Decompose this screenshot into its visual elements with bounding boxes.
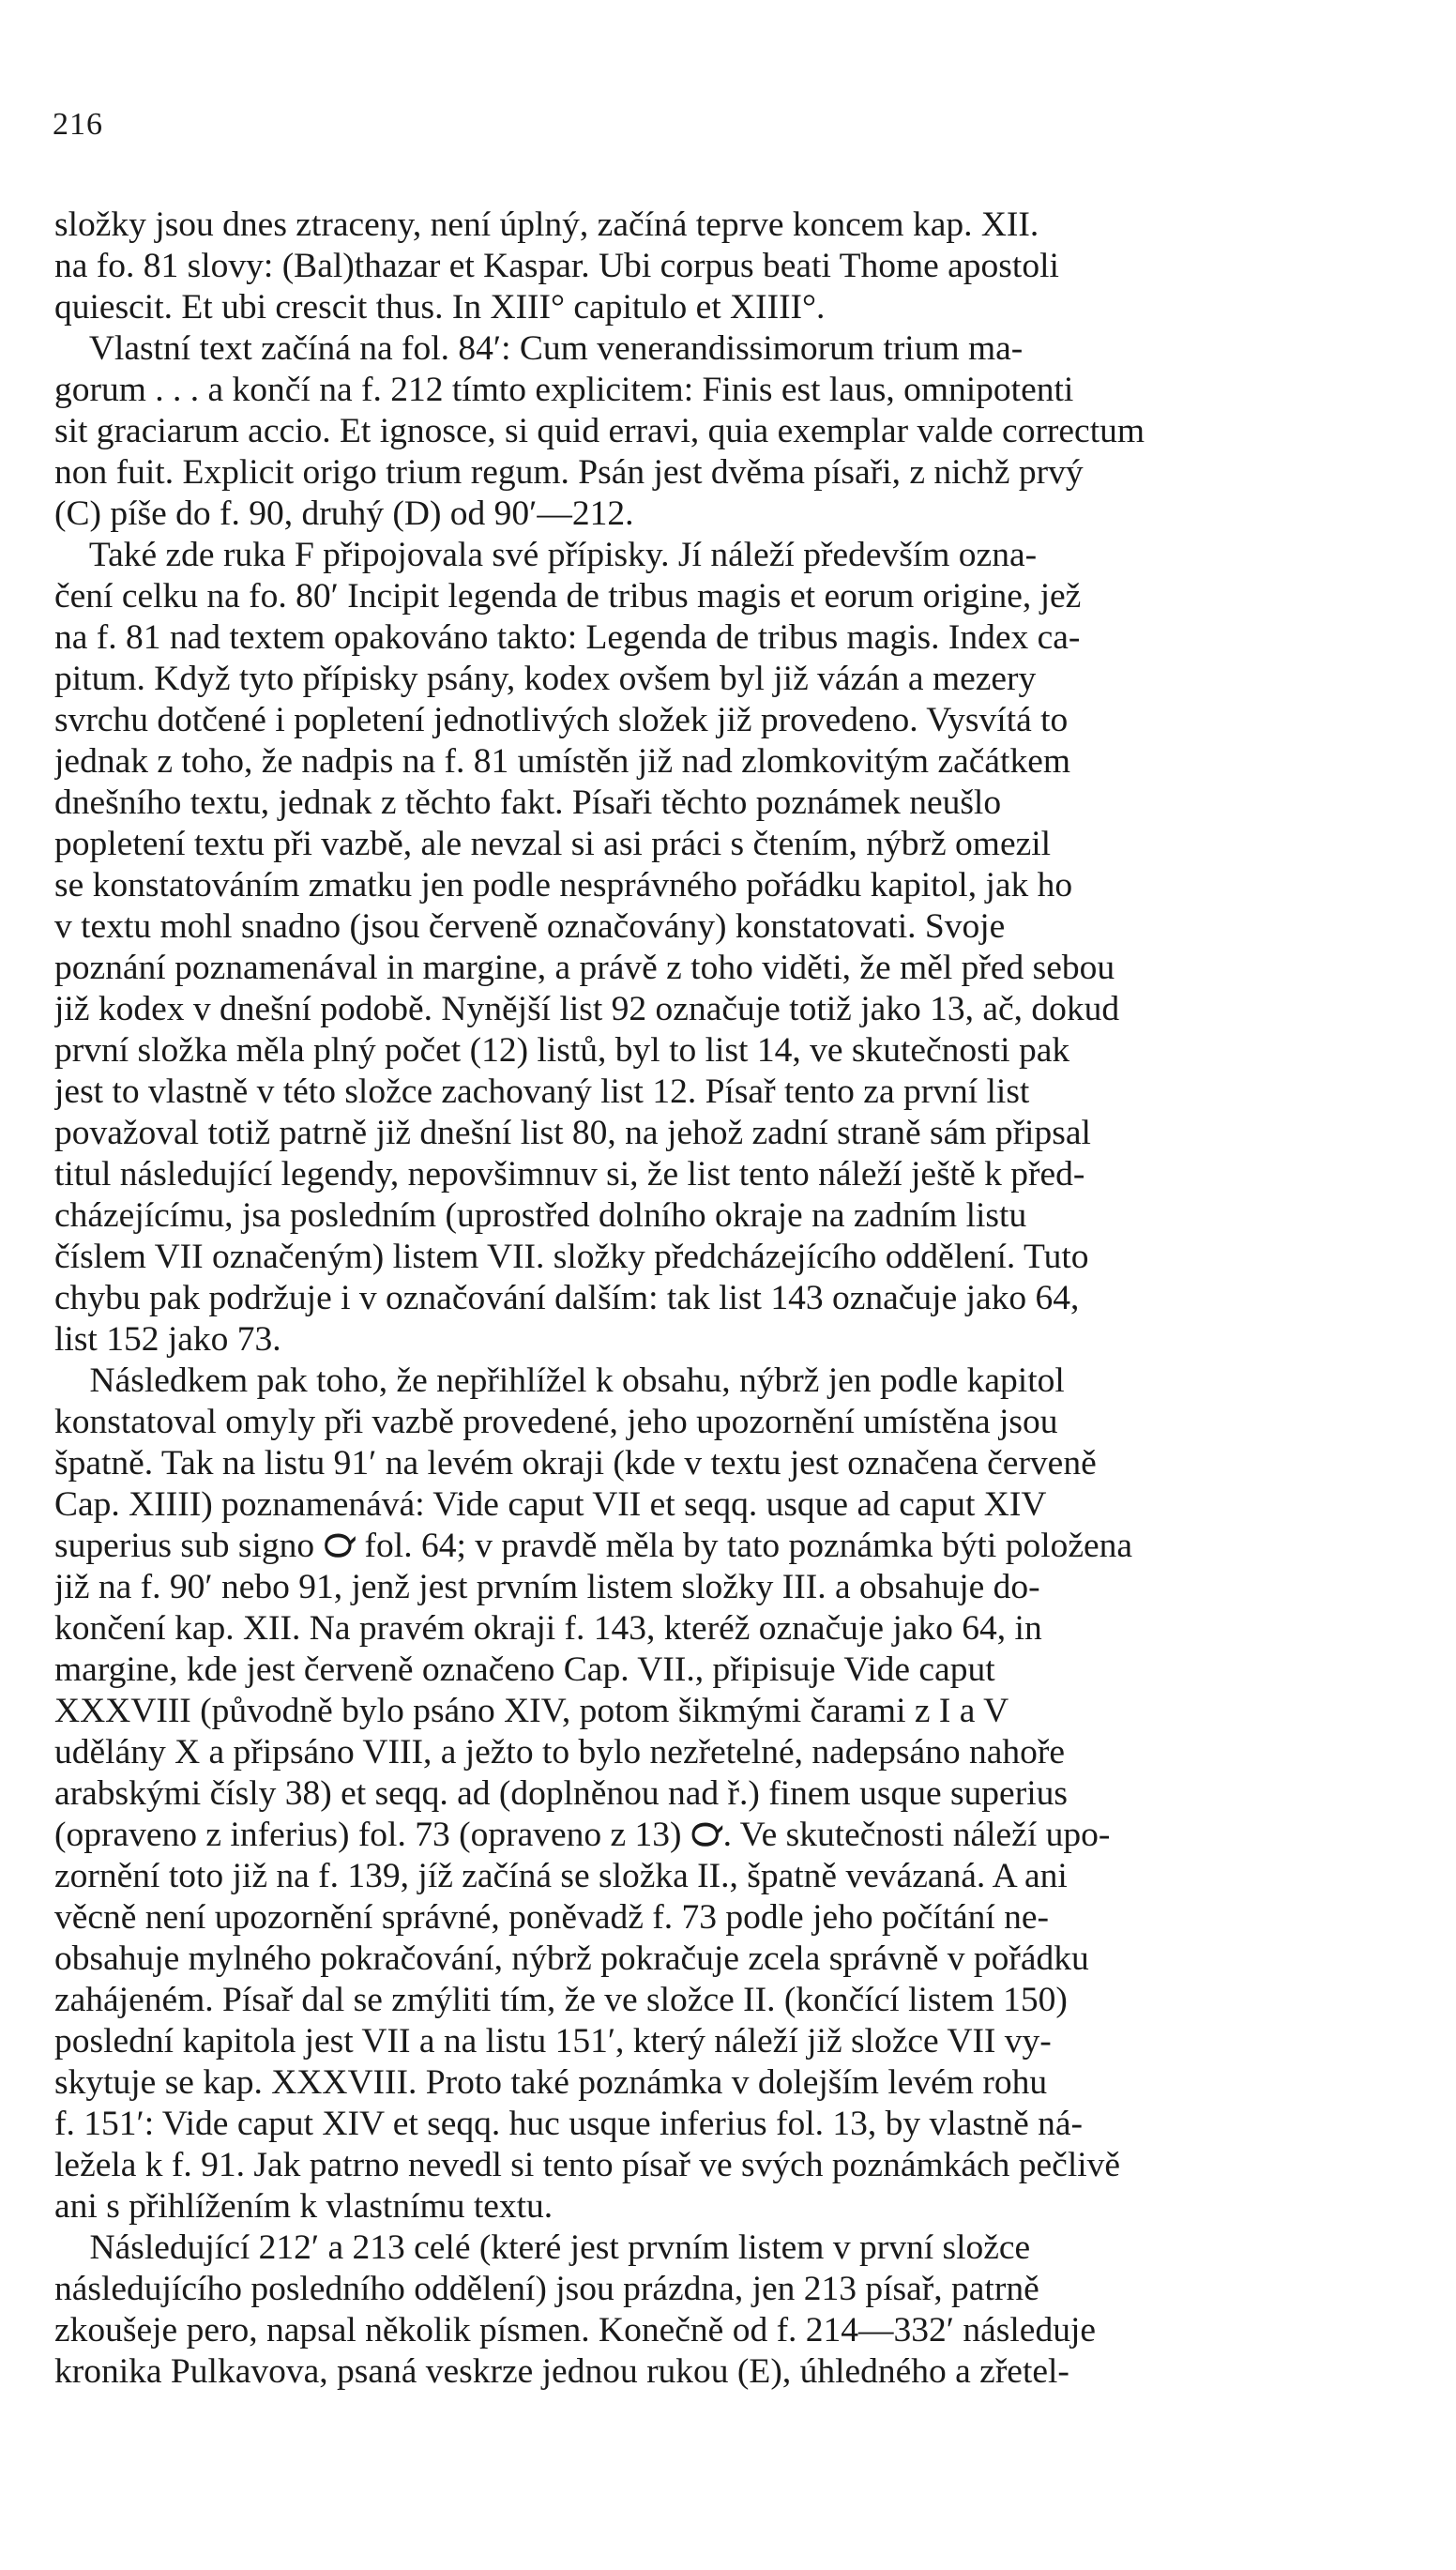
page-number: 216 <box>53 107 103 142</box>
text-line: následujícího posledního oddělení) jsou prázdna, jen 213 písař, patrně <box>54 2270 1039 2308</box>
text-line: číslem VII označeným) listem VII. složky předcházejícího oddělení. Tuto <box>54 1238 1089 1276</box>
text-line: poznání poznamenával in margine, a právě z toho viděti, že měl před sebou <box>54 949 1115 987</box>
text-line: kronika Pulkavova, psaná veskrze jednou rukou (E), úhledného a zřetel- <box>54 2352 1069 2391</box>
text-line: skytuje se kap. XXXVIII. Proto také poznámka v dolejším levém rohu <box>54 2063 1048 2102</box>
text-line: se konstatováním zmatku jen podle nesprávného pořádku kapitol, jak ho <box>54 866 1073 905</box>
text-line: udělány X a připsáno VIII, a ježto to bylo nezřetelné, nadepsáno nahoře <box>54 1733 1066 1772</box>
text-line: první složka měla plný počet (12) listů, byl to list 14, ve skutečnosti pak <box>54 1031 1070 1070</box>
text-line: končení kap. XII. Na pravém okraji f. 143, kteréž označuje jako 64, in <box>54 1609 1042 1648</box>
text-line: Také zde ruka F připojovala své přípisky. Jí náleží především ozna- <box>54 536 1038 574</box>
text-line: zkoušeje pero, napsal několik písmen. Konečně od f. 214—332′ následuje <box>54 2311 1097 2349</box>
text-line: Následující 212′ a 213 celé (které jest prvním listem v první složce <box>54 2228 1031 2267</box>
text-line: jest to vlastně v této složce zachovaný list 12. Písař tento za první list <box>54 1072 1030 1111</box>
text-line: chybu pak podržuje i v označování dalším: tak list 143 označuje jako 64, <box>54 1279 1080 1317</box>
text-line: cházejícímu, jsa posledním (uprostřed dolního okraje na zadním listu <box>54 1196 1027 1235</box>
text-line: v textu mohl snadno (jsou červeně označovány) konstatovati. Svoje <box>54 907 1006 946</box>
text-line: špatně. Tak na listu 91′ na levém okraji (kde v textu jest označena červeně <box>54 1444 1097 1483</box>
text-line: sit graciarum accio. Et ignosce, si quid erravi, quia exemplar valde correctum <box>54 412 1145 450</box>
text-line: ležela k f. 91. Jak patrno nevedl si tento písař ve svých poznámkách pečlivě <box>54 2146 1121 2184</box>
text-line: list 152 jako 73. <box>54 1320 281 1359</box>
text-line: superius sub signo ℺ fol. 64; v pravdě měla by tato poznámka býti položena <box>54 1527 1133 1565</box>
text-line: margine, kde jest červeně označeno Cap. VII., připisuje Vide caput <box>54 1650 995 1689</box>
text-line: gorum . . . a končí na f. 212 tímto explicitem: Finis est laus, omnipotenti <box>54 371 1074 409</box>
text-line: zornění toto již na f. 139, jíž začíná se složka II., špatně vevázaná. A ani <box>54 1857 1068 1895</box>
text-line: titul následující legendy, nepovšimnuv si, že list tento náleží ještě k před- <box>54 1155 1085 1194</box>
text-line: Vlastní text začíná na fol. 84′: Cum venerandissimorum trium ma- <box>54 329 1024 368</box>
text-line: (C) píše do f. 90, druhý (D) od 90′—212. <box>54 494 634 533</box>
text-line: quiescit. Et ubi crescit thus. In XIII° capitulo et XIIII°. <box>54 288 826 327</box>
text-line: arabskými čísly 38) et seqq. ad (doplněnou nad ř.) finem usque superius <box>54 1774 1068 1813</box>
text-line: pitum. Když tyto přípisky psány, kodex ovšem byl již vázán a mezery <box>54 660 1037 698</box>
text-line: f. 151′: Vide caput XIV et seqq. huc usque inferius fol. 13, by vlastně ná- <box>54 2105 1083 2143</box>
text-line: čení celku na fo. 80′ Incipit legenda de tribus magis et eorum origine, jež <box>54 577 1082 616</box>
text-line: poslední kapitola jest VII a na listu 151′, který náleží již složce VII vy- <box>54 2022 1052 2061</box>
text-line: považoval totiž patrně již dnešní list 80, na jehož zadní straně sám připsal <box>54 1114 1091 1152</box>
text-line: jednak z toho, že nadpis na f. 81 umístěn již nad zlomkovitým začátkem <box>54 742 1071 781</box>
text-line: non fuit. Explicit origo trium regum. Psán jest dvěma písaři, z nichž prvý <box>54 453 1084 492</box>
text-line: na f. 81 nad textem opakováno takto: Legenda de tribus magis. Index ca- <box>54 618 1081 657</box>
text-line: Cap. XIIII) poznamenává: Vide caput VII et seqq. usque ad caput XIV <box>54 1485 1047 1524</box>
text-line: na fo. 81 slovy: (Bal)thazar et Kaspar. Ubi corpus beati Thome apostoli <box>54 247 1059 285</box>
text-line: již kodex v dnešní podobě. Nynější list 92 označuje totiž jako 13, ač, dokud <box>54 990 1120 1028</box>
text-line: obsahuje mylného pokračování, nýbrž pokračuje zcela správně v pořádku <box>54 1939 1089 1978</box>
text-line: ani s přihlížením k vlastnímu textu. <box>54 2187 554 2226</box>
text-line: Následkem pak toho, že nepřihlížel k obsahu, nýbrž jen podle kapitol <box>54 1361 1065 1400</box>
text-line: zahájeném. Písař dal se zmýliti tím, že ve složce II. (končící listem 150) <box>54 1981 1068 2019</box>
text-line: XXXVIII (původně bylo psáno XIV, potom šikmými čarami z I a V <box>54 1692 1009 1730</box>
text-line: svrchu dotčené i popletení jednotlivých složek již provedeno. Vysvítá to <box>54 701 1069 739</box>
text-line: věcně není upozornění správné, poněvadž f. 73 podle jeho počítání ne- <box>54 1898 1050 1937</box>
text-line: dnešního textu, jednak z těchto fakt. Písaři těchto poznámek neušlo <box>54 783 1002 822</box>
text-line: již na f. 90′ nebo 91, jenž jest prvním listem složky III. a obsahuje do- <box>54 1568 1040 1606</box>
text-line: konstatoval omyly při vazbě provedené, jeho upozornění umístěna jsou <box>54 1403 1058 1441</box>
text-block <box>54 205 1415 2393</box>
text-line: popletení textu při vazbě, ale nevzal si asi práci s čtením, nýbrž omezil <box>54 825 1052 863</box>
text-line: složky jsou dnes ztraceny, není úplný, začíná teprve koncem kap. XII. <box>54 205 1039 244</box>
text-line: (opraveno z inferius) fol. 73 (opraveno z 13) ℺. Ve skutečnosti náleží upo- <box>54 1816 1111 1854</box>
